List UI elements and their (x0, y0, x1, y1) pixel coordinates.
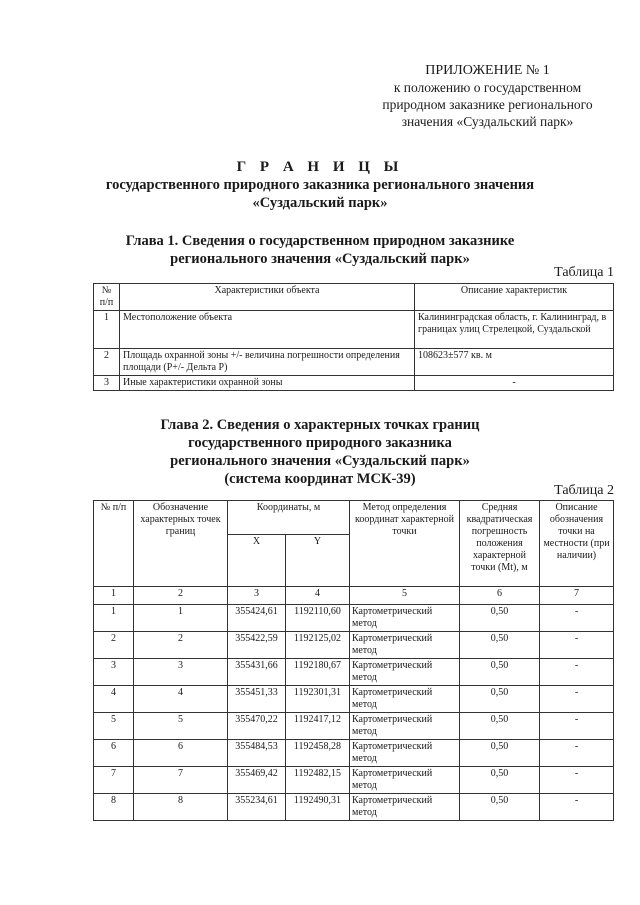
table2-cell-error: 0,50 (460, 767, 540, 794)
chapter2-line: (система координат МСК-39) (224, 471, 416, 487)
table1-cell-desc: - (415, 376, 614, 391)
chapter1-line: Глава 1. Сведения о государственном природном заказнике (125, 233, 515, 249)
table2-cell-desc: - (540, 605, 614, 632)
table2-cell-point: 7 (134, 767, 228, 794)
table1-label: Таблица 1 (554, 265, 614, 280)
chapter2-line: государственного природного заказника (188, 435, 452, 451)
table2-header-error: Средняя квадратическая погрешность положения характерной точки (Mt), м (460, 501, 540, 587)
table2-colnum-row (94, 587, 614, 605)
table1-cell-name: Площадь охранной зоны +/- величина погрешности определения площади (P+/- Дельта P) (120, 349, 415, 376)
table-2 (93, 500, 614, 821)
table2-cell-error: 0,50 (460, 794, 540, 821)
table2-header-x: X (228, 535, 286, 587)
appendix-line: значения «Суздальский парк» (401, 114, 574, 129)
table2-cell-desc: - (540, 659, 614, 686)
table2-cell-error: 0,50 (460, 686, 540, 713)
table-row (94, 632, 614, 659)
table2-cell-method: Картометрический метод (350, 605, 460, 632)
chapter2-line: Глава 2. Сведения о характерных точках границ (160, 417, 480, 433)
document-title (80, 158, 560, 212)
table2-cell-x: 355451,33 (228, 686, 286, 713)
table2-cell-num: 4 (94, 686, 134, 713)
table2-cell-error: 0,50 (460, 605, 540, 632)
appendix-title: ПРИЛОЖЕНИЕ № 1 (425, 63, 550, 78)
table2-cell-x: 355469,42 (228, 767, 286, 794)
table1-header-num: № п/п (94, 284, 120, 311)
table2-cell-num: 3 (94, 659, 134, 686)
table1-cell-num: 3 (94, 376, 120, 391)
table2-cell-point: 8 (134, 794, 228, 821)
chapter2-heading (80, 416, 560, 488)
table-row (94, 794, 614, 821)
table2-cell-point: 4 (134, 686, 228, 713)
table2-cell-num: 8 (94, 794, 134, 821)
colnum-cell: 1 (94, 587, 134, 605)
table2-cell-desc: - (540, 632, 614, 659)
table2-header-designation: Обозначение характерных точек границ (134, 501, 228, 587)
table-row (94, 686, 614, 713)
table2-cell-desc: - (540, 686, 614, 713)
table2-cell-y: 1192417,12 (286, 713, 350, 740)
table2-cell-y: 1192458,28 (286, 740, 350, 767)
table2-cell-x: 355470,22 (228, 713, 286, 740)
appendix-line: природном заказнике регионального (382, 97, 593, 112)
table2-cell-method: Картометрический метод (350, 740, 460, 767)
table1-header-row (94, 284, 614, 311)
table2-cell-point: 3 (134, 659, 228, 686)
table2-header-num: № п/п (94, 501, 134, 587)
table2-cell-num: 7 (94, 767, 134, 794)
table2-cell-point: 1 (134, 605, 228, 632)
table1-cell-num: 2 (94, 349, 120, 376)
table-row (94, 713, 614, 740)
table2-cell-desc: - (540, 794, 614, 821)
table2-label: Таблица 2 (554, 483, 614, 498)
table2-cell-y: 1192180,67 (286, 659, 350, 686)
table2-cell-error: 0,50 (460, 632, 540, 659)
table2-cell-error: 0,50 (460, 713, 540, 740)
table2-header-method: Метод определения координат характерной точки (350, 501, 460, 587)
colnum-cell: 7 (540, 587, 614, 605)
table2-cell-method: Картометрический метод (350, 686, 460, 713)
table-row (94, 311, 614, 349)
appendix-header (355, 62, 620, 130)
table2-cell-num: 1 (94, 605, 134, 632)
table2-header-coords: Координаты, м (228, 501, 350, 535)
table2-cell-point: 6 (134, 740, 228, 767)
table2-cell-y: 1192125,02 (286, 632, 350, 659)
table2-cell-x: 355484,53 (228, 740, 286, 767)
table1-cell-num: 1 (94, 311, 120, 349)
table-1 (93, 283, 614, 391)
table2-cell-x: 355431,66 (228, 659, 286, 686)
table2-cell-num: 5 (94, 713, 134, 740)
table2-cell-error: 0,50 (460, 659, 540, 686)
table2-body (94, 605, 614, 821)
title-borders: Г Р А Н И Ц Ы (236, 159, 404, 175)
table2-cell-point: 2 (134, 632, 228, 659)
table2-cell-y: 1192301,31 (286, 686, 350, 713)
table-row (94, 349, 614, 376)
table1-header-description: Описание характеристик (415, 284, 614, 311)
table2-cell-desc: - (540, 713, 614, 740)
table-row (94, 659, 614, 686)
title-line: государственного природного заказника регионального значения (105, 177, 535, 193)
chapter1-line: регионального значения «Суздальский парк» (170, 251, 470, 267)
chapter1-heading (80, 232, 560, 268)
table2-cell-x: 355234,61 (228, 794, 286, 821)
appendix-line: к положению о государственном (393, 80, 582, 95)
table-row (94, 605, 614, 632)
table2-header-description: Описание обозначения точки на местности (при наличии) (540, 501, 614, 587)
table2-cell-method: Картометрический метод (350, 632, 460, 659)
chapter2-line: регионального значения «Суздальский парк» (170, 453, 470, 469)
table2-cell-num: 2 (94, 632, 134, 659)
title-line: «Суздальский парк» (252, 195, 388, 211)
table2-cell-num: 6 (94, 740, 134, 767)
table-row (94, 376, 614, 391)
colnum-cell: 2 (134, 587, 228, 605)
table1-cell-name: Местоположение объекта (120, 311, 415, 349)
table1-cell-desc: Калининградская область, г. Калининград, в границах улиц Стрелецкой, Суздальской (415, 311, 614, 349)
table2-cell-point: 5 (134, 713, 228, 740)
table2-cell-y: 1192482,15 (286, 767, 350, 794)
table2-cell-method: Картометрический метод (350, 794, 460, 821)
colnum-cell: 6 (460, 587, 540, 605)
table2-cell-method: Картометрический метод (350, 767, 460, 794)
colnum-cell: 4 (286, 587, 350, 605)
table2-cell-method: Картометрический метод (350, 659, 460, 686)
table2-cell-desc: - (540, 767, 614, 794)
table2-header-row (94, 501, 614, 535)
table2-cell-desc: - (540, 740, 614, 767)
colnum-cell: 3 (228, 587, 286, 605)
table1-header-characteristics: Характеристики объекта (120, 284, 415, 311)
table2-cell-y: 1192490,31 (286, 794, 350, 821)
table2-cell-x: 355424,61 (228, 605, 286, 632)
colnum-cell: 5 (350, 587, 460, 605)
table2-header-y: Y (286, 535, 350, 587)
table-row (94, 740, 614, 767)
table2-cell-method: Картометрический метод (350, 713, 460, 740)
table2-cell-error: 0,50 (460, 740, 540, 767)
table-row (94, 767, 614, 794)
table2-cell-y: 1192110,60 (286, 605, 350, 632)
table1-cell-name: Иные характеристики охранной зоны (120, 376, 415, 391)
table2-cell-x: 355422,59 (228, 632, 286, 659)
table1-cell-desc: 108623±577 кв. м (415, 349, 614, 376)
